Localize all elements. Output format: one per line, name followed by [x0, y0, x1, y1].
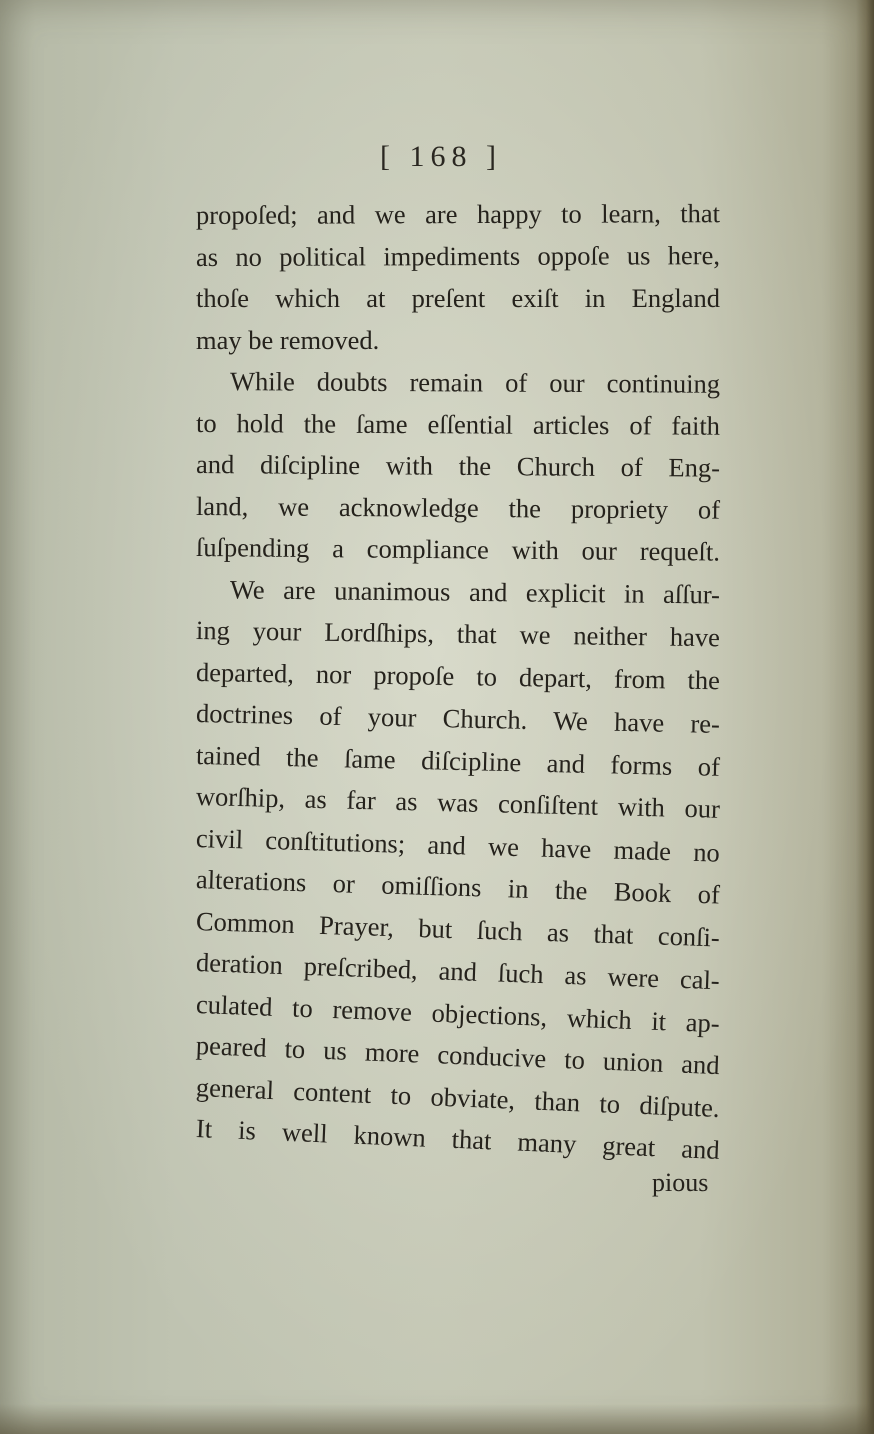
page-number: [ 168 ] [380, 140, 502, 173]
text-line: propoſed; and we are happy to learn, that [195, 198, 721, 230]
text-line: and diſcipline with the Church of Eng- [195, 449, 721, 483]
text-line: land, we acknowledge the propriety of [195, 490, 721, 525]
text-line: We are unanimous and explicit in aſſur- [229, 573, 721, 609]
text-line: ing your Lordſhips, that we neither have [195, 615, 721, 653]
text-line: civil conſtitutions; and we have made no [195, 822, 721, 868]
text-line: Common Prayer, but ſuch as that conſi- [195, 905, 721, 952]
text-line: worſhip, as far as was conſiſtent with our [195, 781, 721, 824]
text-line: culated to remove objections, which it ap- [195, 988, 721, 1038]
text-line: ſuſpending a compliance with our requeſt. [195, 532, 721, 567]
text-line: thoſe which at preſent exiſt in England [196, 283, 720, 313]
text-line: peared to us more conducive to union and [195, 1030, 721, 1081]
page-edge-shadow [856, 0, 874, 1434]
page-bottom-shadow [0, 1404, 874, 1434]
text-line: may be removed. [196, 324, 380, 355]
text-line: deration preſcribed, and ſuch as were cal- [195, 947, 721, 996]
text-line: to hold the ſame eſſential articles of faith [195, 407, 721, 441]
body-text [195, 195, 721, 1165]
catchword: pious [652, 1168, 709, 1197]
text-line: While doubts remain of our continuing [229, 366, 721, 399]
text-line: tained the ſame diſcipline and forms of [195, 739, 721, 782]
text-line: as no political impediments oppoſe us here, [195, 239, 721, 272]
text-line: general content to obviate, than to diſpute. [195, 1071, 721, 1123]
text-line: departed, nor propoſe to depart, from the [195, 656, 721, 695]
text-line: alterations or omiſſions in the Book of [195, 864, 721, 910]
text-line: It is well known that many great and [195, 1113, 721, 1165]
text-line: doctrines of your Church. We have re- [195, 698, 721, 739]
